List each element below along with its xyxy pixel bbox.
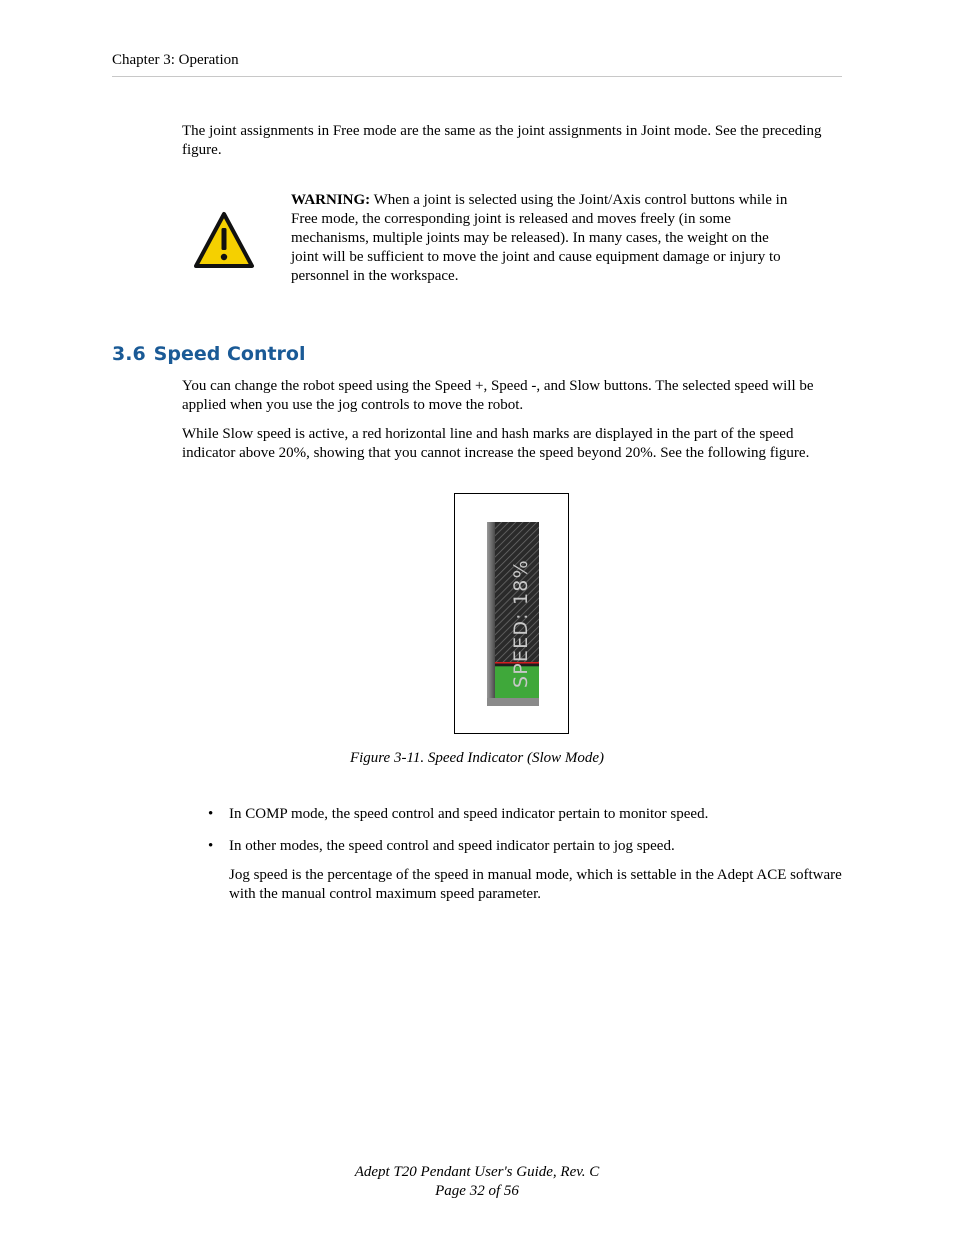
indicator-base xyxy=(487,698,539,706)
section-heading xyxy=(112,343,306,365)
header-rule xyxy=(112,76,842,77)
list-item-text: In other modes, the speed control and speed indicator pertain to jog speed. xyxy=(229,838,675,854)
warning-notice xyxy=(291,191,791,286)
figure-caption: Figure 3-11. Speed Indicator (Slow Mode) xyxy=(349,750,605,766)
section-number: 3.6 xyxy=(112,343,146,365)
page-footer xyxy=(0,1163,954,1201)
intro-paragraph: The joint assignments in Free mode are the same as the joint assignments in Joint mode. See the preceding figure. xyxy=(182,123,822,158)
list-item-text: In COMP mode, the speed control and speed indicator pertain to monitor speed. xyxy=(229,806,709,822)
warning-text: When a joint is selected using the Joint/Axis control buttons while in Free mode, the corresponding joint is released and moves freely (in some mechanisms, multiple joints may be released). In many cases, the weight on the joint will be sufficient to move the joint and cause equipment damage or injury to personnel in the workspace. xyxy=(291,192,788,284)
bullet-dot: • xyxy=(208,806,214,822)
warning-label: WARNING: xyxy=(291,192,371,208)
indicator-edge xyxy=(487,522,495,706)
speed-indicator xyxy=(487,522,539,706)
section-paragraph-1: You can change the robot speed using the Speed +, Speed -, and Slow buttons. The selected speed will be applied when you use the jog controls to move the robot. xyxy=(182,378,814,413)
figure-frame xyxy=(454,493,569,734)
bullet-dot: • xyxy=(208,838,214,854)
warning-triangle-icon xyxy=(193,211,255,269)
jog-speed-note: Jog speed is the percentage of the speed in manual mode, which is settable in the Adept ACE software with the manual control maximum speed parameter. xyxy=(229,867,842,902)
footer-page-number: Page 32 of 56 xyxy=(435,1183,519,1199)
section-title: Speed Control xyxy=(153,343,306,365)
running-header: Chapter 3: Operation xyxy=(112,52,239,68)
section-paragraph-2: While Slow speed is active, a red horizontal line and hash marks are displayed in the part of the speed indicator above 20%, showing that you cannot increase the speed beyond 20%. See the following figure. xyxy=(182,426,810,461)
speed-readout: SPEED: 18% xyxy=(510,559,532,688)
footer-title: Adept T20 Pendant User's Guide, Rev. C xyxy=(354,1164,600,1180)
